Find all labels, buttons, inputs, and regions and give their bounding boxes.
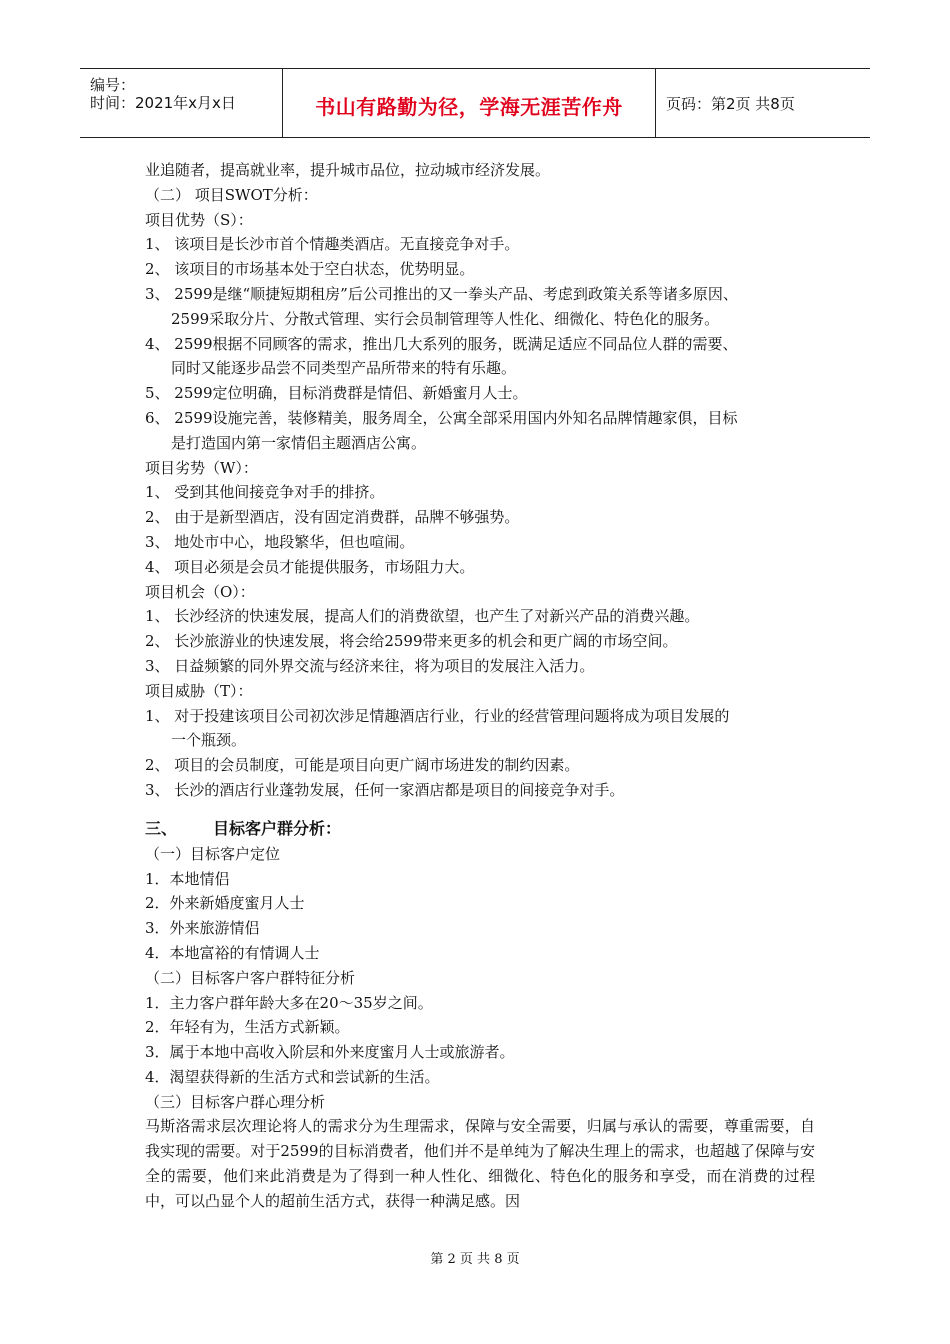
threats-heading: 项目威胁（T）： bbox=[145, 681, 253, 700]
list-item: 4、 2599根据不同顾客的需求，推出几大系列的服务，既满足适应不同品位人群的需要、 bbox=[145, 334, 738, 353]
section-title: 目标客户群分析： bbox=[213, 818, 342, 838]
list-item: 1、 长沙经济的快速发展，提高人们的消费欲望，也产生了对新兴产品的消费兴趣。 bbox=[145, 607, 700, 626]
motto-text: 书山有路勤为径，学海无涯苦作舟 bbox=[315, 95, 623, 119]
list-item: 3、 地处市中心，地段繁华，但也喧闹。 bbox=[145, 532, 415, 551]
list-item-continued: 同时又能逐步品尝不同类型产品所带来的特有乐趣。 bbox=[171, 359, 517, 378]
list-item: 4．本地富裕的有情调人士 bbox=[145, 943, 320, 962]
list-item: 2、 长沙旅游业的快速发展，将会给2599带来更多的机会和更广阔的市场空间。 bbox=[145, 632, 678, 651]
list-item: 3、 长沙的酒店行业蓬勃发展，任何一家酒店都是项目的间接竞争对手。 bbox=[145, 780, 625, 799]
list-item: 3、 2599是继“顺捷短期租房”后公司推出的又一拳头产品、考虑到政策关系等诸多原因、 bbox=[145, 284, 738, 303]
subsection-heading: （二） 项目SWOT分析： bbox=[145, 185, 318, 204]
document-body bbox=[145, 158, 815, 1214]
list-item: 4、 项目必须是会员才能提供服务，市场阻力大。 bbox=[145, 557, 475, 576]
list-item: 5、 2599定位明确，目标消费群是情侣、新婚蜜月人士。 bbox=[145, 384, 528, 403]
opportunities-heading: 项目机会（O）： bbox=[145, 582, 255, 601]
list-item: 1．本地情侣 bbox=[145, 869, 230, 888]
subsection-heading: （二）目标客户客户群特征分析 bbox=[145, 968, 356, 987]
list-item: 3、 日益频繁的同外界交流与经济来往，将为项目的发展注入活力。 bbox=[145, 656, 595, 675]
section-heading bbox=[145, 816, 815, 842]
list-item: 3．外来旅游情侣 bbox=[145, 919, 260, 938]
page-header bbox=[80, 68, 870, 138]
strengths-heading: 项目优势（S）： bbox=[145, 210, 253, 229]
list-item-continued: 2599采取分片、分散式管理、实行会员制管理等人性化、细微化、特色化的服务。 bbox=[171, 309, 720, 328]
section-number: 三、 bbox=[145, 818, 178, 838]
number-label: 编号： bbox=[90, 76, 136, 94]
subsection-heading: （一）目标客户定位 bbox=[145, 844, 281, 863]
list-item: 1、 对于投建该项目公司初次涉足情趣酒店行业，行业的经营管理问题将成为项目发展的 bbox=[145, 706, 730, 725]
time-label: 时间：2021年x月x日 bbox=[90, 94, 236, 112]
page-footer: 第 2 页 共 8 页 bbox=[430, 1252, 520, 1267]
list-item: 2、 该项目的市场基本处于空白状态，优势明显。 bbox=[145, 260, 475, 279]
list-item-continued: 是打造国内第一家情侣主题酒店公寓。 bbox=[171, 433, 427, 452]
list-item: 4．渴望获得新的生活方式和尝试新的生活。 bbox=[145, 1067, 440, 1086]
header-meta bbox=[80, 69, 283, 137]
list-item: 3．属于本地中高收入阶层和外来度蜜月人士或旅游者。 bbox=[145, 1043, 515, 1062]
list-item: 2、 由于是新型酒店，没有固定消费群，品牌不够强势。 bbox=[145, 508, 520, 527]
weaknesses-heading: 项目劣势（W）： bbox=[145, 458, 258, 477]
list-item: 1、 该项目是长沙市首个情趣类酒店。无直接竞争对手。 bbox=[145, 235, 520, 254]
list-item: 6、 2599设施完善，装修精美，服务周全，公寓全部采用国内外知名品牌情趣家俱，目标 bbox=[145, 408, 738, 427]
header-motto bbox=[283, 69, 656, 137]
list-item: 1．主力客户群年龄大多在20～35岁之间。 bbox=[145, 993, 433, 1012]
list-item: 2、 项目的会员制度，可能是项目向更广阔市场进发的制约因素。 bbox=[145, 756, 580, 775]
list-item: 1、 受到其他间接竞争对手的排挤。 bbox=[145, 483, 385, 502]
header-page bbox=[656, 69, 870, 137]
subsection-heading: （三）目标客户群心理分析 bbox=[145, 1092, 326, 1111]
page-label: 页码：第2页 共8页 bbox=[666, 95, 795, 113]
list-item: 2．年轻有为，生活方式新颖。 bbox=[145, 1018, 350, 1037]
text-line: 业追随者，提高就业率，提升城市品位，拉动城市经济发展。 bbox=[145, 161, 551, 179]
body-paragraph: 马斯洛需求层次理论将人的需求分为生理需求，保障与安全需要，归属与承认的需要，尊重需要，自我实现的需要。对于2599的目标消费者，他们并不是单纯为了解决生理上的需求，也超越了保障与安全的需要，他们来此消费是为了得到一种人性化、细微化、特色化的服务和享受，而在消费的过程中，可以凸显个人的超前生活方式，获得一种满足感。因 bbox=[145, 1117, 815, 1210]
list-item: 2．外来新婚度蜜月人士 bbox=[145, 894, 305, 913]
list-item-continued: 一个瓶颈。 bbox=[171, 731, 247, 750]
